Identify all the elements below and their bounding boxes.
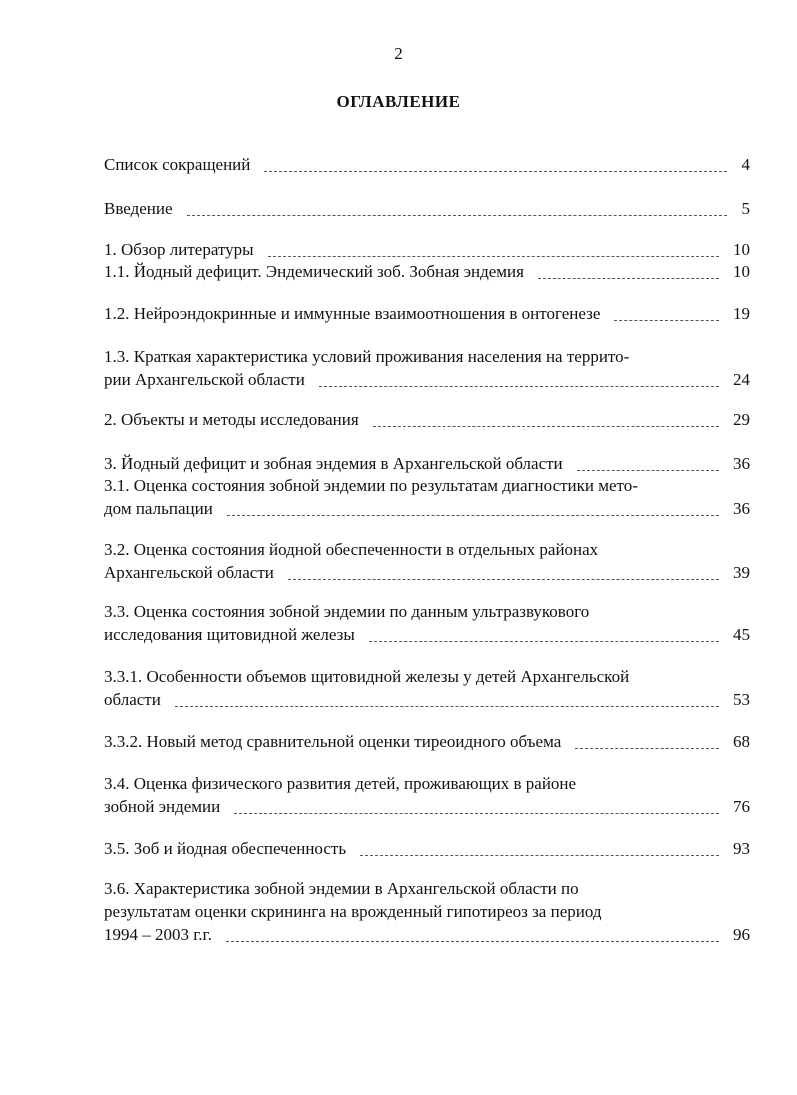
toc-entry-text: 3.2. Оценка состояния йодной обеспеченности в отдельных районах [104, 540, 599, 559]
toc-entry-line [104, 665, 750, 688]
page-number: 2 [394, 44, 403, 63]
toc-entry-text: Введение [104, 199, 173, 218]
toc-entry-text: 3.5. Зоб и йодная обеспеченность [104, 839, 347, 858]
toc-entry-line [104, 877, 750, 900]
dot-leader [614, 320, 719, 321]
toc-page-number: 68 [733, 732, 750, 751]
toc-entry-line [104, 730, 750, 753]
toc-page-number: 36 [733, 454, 750, 473]
toc-entry-line [104, 238, 750, 261]
dot-leader [369, 641, 719, 642]
toc-entry-line [104, 452, 750, 475]
toc-entry-line [104, 837, 750, 860]
page-title: ОГЛАВЛЕНИЕ [336, 92, 461, 111]
toc-entry-line [104, 900, 750, 923]
toc-entry[interactable] [104, 153, 750, 176]
toc-entry-line [104, 345, 750, 368]
toc-entry[interactable] [104, 345, 750, 391]
toc-page-number: 36 [733, 499, 750, 518]
toc-entry-line [104, 153, 750, 176]
toc-entry-line [104, 538, 750, 561]
toc-entry-line [104, 561, 750, 584]
toc-entry-line [104, 197, 750, 220]
toc-entry-text: Архангельской области [104, 563, 274, 582]
toc-page-number: 10 [733, 262, 750, 281]
dot-leader [575, 748, 719, 749]
toc-entry-text: 3.3. Оценка состояния зобной эндемии по данным ультразвукового [104, 602, 590, 621]
toc-entry-line [104, 302, 750, 325]
toc-entry[interactable] [104, 837, 750, 860]
toc-entry-text: 3.6. Характеристика зобной эндемии в Архангельской области по [104, 879, 579, 898]
toc-entry-line [104, 772, 750, 795]
toc-entry-text: зобной эндемии [104, 797, 221, 816]
toc-entry-line [104, 368, 750, 391]
toc-entry-text: 1.3. Краткая характеристика условий проживания населения на террито- [104, 347, 630, 366]
dot-leader [268, 256, 719, 257]
toc-page-number: 5 [741, 199, 750, 218]
toc-entry-text: 3.4. Оценка физического развития детей, проживающих в районе [104, 774, 577, 793]
toc-entry-text: 3.3.1. Особенности объемов щитовидной железы у детей Архангельской [104, 667, 630, 686]
dot-leader [226, 941, 719, 942]
toc-entry-line [104, 923, 750, 946]
toc-entry-text: рии Архангельской области [104, 370, 305, 389]
toc-entry[interactable] [104, 772, 750, 818]
toc-entry-line [104, 600, 750, 623]
toc-entry-text: исследования щитовидной железы [104, 625, 355, 644]
toc-page-number: 76 [733, 797, 750, 816]
toc-entry-text: 3.3.2. Новый метод сравнительной оценки тиреоидного объема [104, 732, 562, 751]
toc-entry-text: 2. Объекты и методы исследования [104, 410, 359, 429]
toc-entry-line [104, 260, 750, 283]
toc-entry[interactable] [104, 877, 750, 946]
dot-leader [373, 426, 719, 427]
dot-leader [319, 386, 719, 387]
toc-page-number: 29 [733, 410, 750, 429]
toc-entry[interactable] [104, 302, 750, 325]
toc-entry[interactable] [104, 538, 750, 584]
toc-entry-text: результатам оценки скрининга на врожденный гипотиреоз за период [104, 902, 602, 921]
toc-entry-line [104, 474, 750, 497]
toc-entry-text: 3. Йодный дефицит и зобная эндемия в Архангельской области [104, 454, 563, 473]
dot-leader [360, 855, 719, 856]
toc-page-number: 45 [733, 625, 750, 644]
dot-leader [227, 515, 719, 516]
toc-page-number: 93 [733, 839, 750, 858]
toc-page-number: 39 [733, 563, 750, 582]
toc-page-number: 4 [741, 155, 750, 174]
toc-entry-line [104, 688, 750, 711]
toc-entry[interactable] [104, 197, 750, 220]
toc-entry[interactable] [104, 408, 750, 431]
toc-entry[interactable] [104, 730, 750, 753]
dot-leader [288, 579, 719, 580]
toc-entry-text: 1994 – 2003 г.г. [104, 925, 212, 944]
toc-entry-text: 1.2. Нейроэндокринные и иммунные взаимоотношения в онтогенезе [104, 304, 601, 323]
toc-page-number: 24 [733, 370, 750, 389]
toc-entry[interactable] [104, 474, 750, 520]
dot-leader [234, 813, 719, 814]
toc-entry-text: дом пальпации [104, 499, 213, 518]
toc-entry[interactable] [104, 452, 750, 475]
toc-entry[interactable] [104, 238, 750, 261]
dot-leader [175, 706, 719, 707]
toc-entry-text: Список сокращений [104, 155, 251, 174]
dot-leader [538, 278, 719, 279]
dot-leader [577, 470, 719, 471]
toc-entry-line [104, 408, 750, 431]
toc-entry-text: 3.1. Оценка состояния зобной эндемии по результатам диагностики мето- [104, 476, 638, 495]
toc-entry-text: 1. Обзор литературы [104, 240, 254, 259]
toc-page-number: 96 [733, 925, 750, 944]
toc-entry[interactable] [104, 600, 750, 646]
toc-entry-line [104, 795, 750, 818]
dot-leader [187, 215, 727, 216]
dot-leader [264, 171, 727, 172]
toc-entry-text: области [104, 690, 161, 709]
toc-entry-line [104, 497, 750, 520]
toc-page-number: 10 [733, 240, 750, 259]
toc-entry[interactable] [104, 665, 750, 711]
toc-entry-line [104, 623, 750, 646]
toc-entry[interactable] [104, 260, 750, 283]
toc-page-number: 53 [733, 690, 750, 709]
toc-page-number: 19 [733, 304, 750, 323]
toc-entry-text: 1.1. Йодный дефицит. Эндемический зоб. Зобная эндемия [104, 262, 524, 281]
